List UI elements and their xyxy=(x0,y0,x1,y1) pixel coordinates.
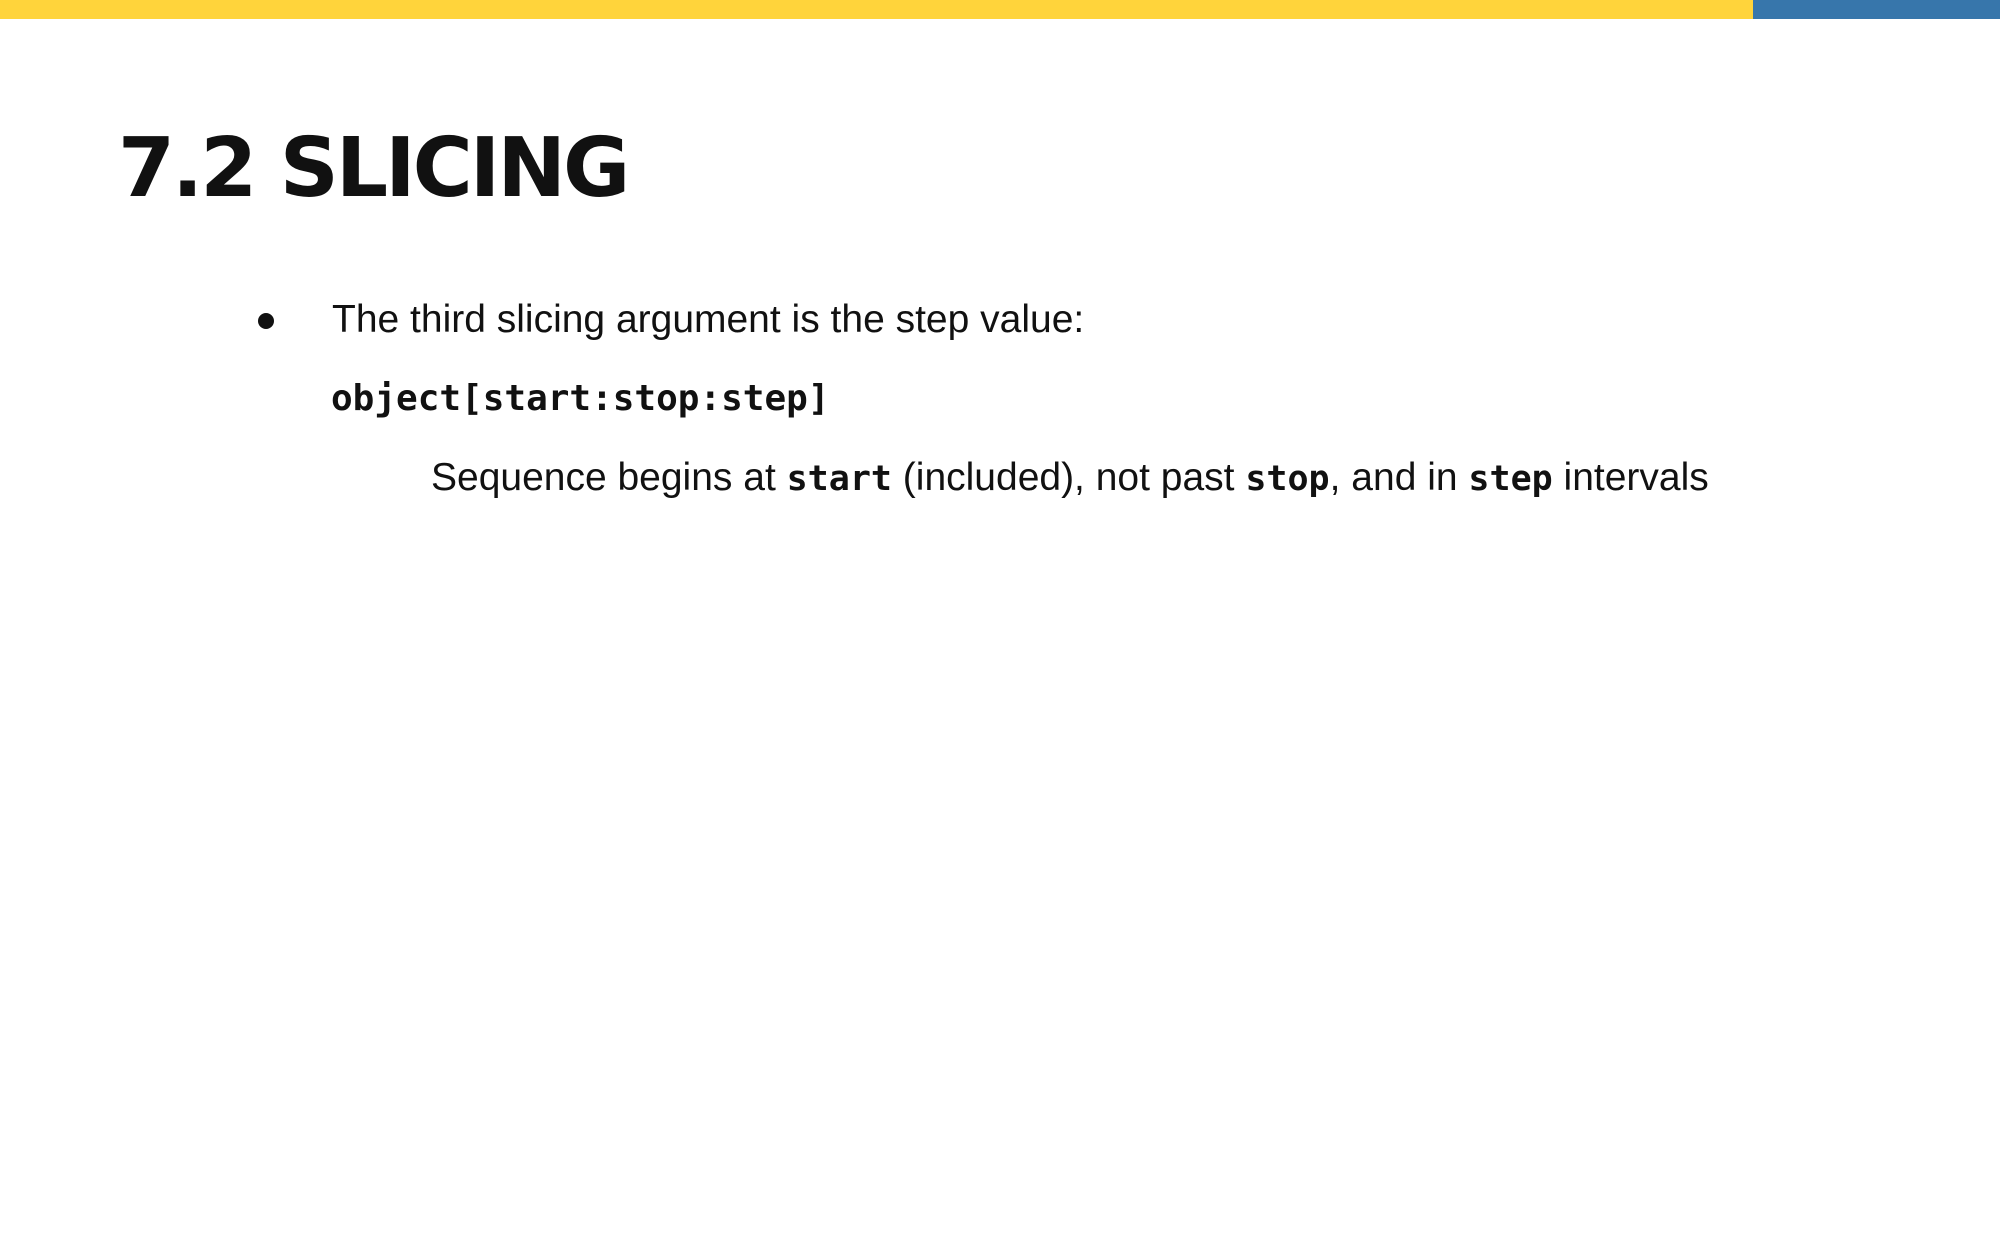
bullet-item xyxy=(258,298,1084,342)
slide-title: 7.2 SLICING xyxy=(118,121,628,216)
description-text-3: , and in xyxy=(1329,456,1469,499)
code-syntax: object[start:stop:step] xyxy=(331,378,830,419)
description-text-4: intervals xyxy=(1552,456,1709,499)
bullet-text: The third slicing argument is the step value: xyxy=(332,298,1085,341)
accent-bar-yellow xyxy=(0,0,1753,19)
accent-bar-blue xyxy=(1753,0,2000,19)
description-text-2: (included), not past xyxy=(891,456,1246,499)
keyword-start: start xyxy=(786,459,892,499)
keyword-step: step xyxy=(1468,459,1553,499)
description-line xyxy=(431,456,1709,500)
description-text-1: Sequence begins at xyxy=(431,456,787,499)
keyword-stop: stop xyxy=(1245,459,1330,499)
bullet-dot-icon xyxy=(258,313,274,329)
top-accent-bar xyxy=(0,0,2000,19)
